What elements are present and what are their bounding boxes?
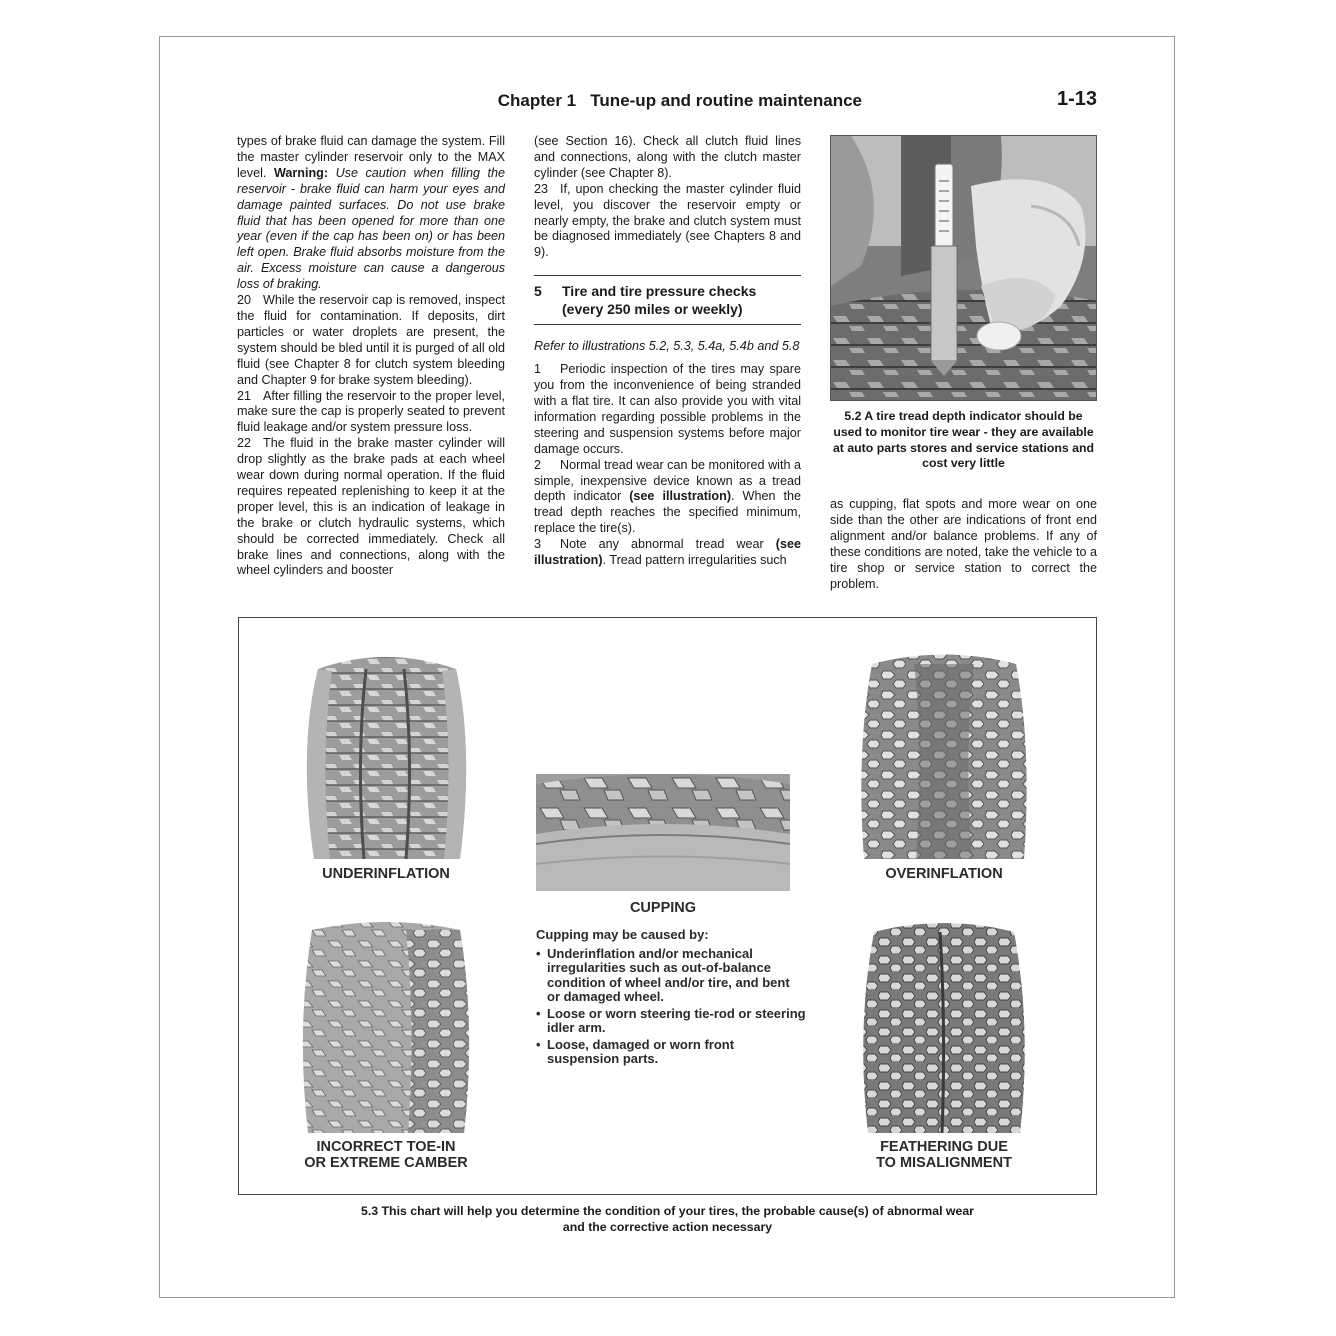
caption-line-2: and the corrective action necessary: [562, 1220, 773, 1234]
paragraph-2: [534, 458, 801, 538]
underinflation-label: UNDERINFLATION: [322, 866, 450, 882]
paragraph-23: [534, 182, 801, 262]
underinflation-tire-image: [296, 649, 476, 859]
paragraph-continued: as cupping, flat spots and more wear on one side than the other are indications of front end alignment and/or balance problems. If any of these conditions are noted, take the vehicle to a tire shop or service station to correct the problem.: [830, 497, 1097, 591]
cupping-causes: [536, 928, 806, 1069]
tread-depth-photo: [830, 135, 1097, 401]
paragraph-number: 22: [237, 436, 252, 451]
paragraph-text: After filling the reservoir to the proper level, make sure the cap is properly seated to prevent fluid leakage and/or system pressure loss.: [237, 388, 505, 435]
paragraph-20: [237, 293, 505, 388]
refer-illustrations: [534, 339, 801, 355]
paragraph-continued: (see Section 16). Check all clutch fluid lines and connections, along with the clutch master cylinder (see Chapter 8).: [534, 134, 801, 180]
paragraph-21: [237, 389, 505, 437]
overinflation-label: OVERINFLATION: [885, 866, 1003, 882]
page-number: 1-13: [1056, 88, 1097, 110]
paragraph-number: 3: [534, 537, 542, 552]
paragraph-text: . Tread pattern irregularities such: [602, 553, 787, 568]
warning-text: Use caution when filling the reservoir - brake fluid can harm your eyes and damage painted surfaces. Do not use brake fluid that has been opened for more than one year (even if the cap has been on) or has been left open. Brake fluid absorbs moisture from the air. Excess moisture can cause a dangerous loss of braking.: [237, 165, 505, 292]
illustration-ref: (see illustration): [629, 489, 732, 504]
tread-depth-gauge-image: [831, 136, 1097, 401]
paragraph-text: The fluid in the brake master cylinder will drop slightly as the brake pads at each wheel wear down during normal operation. If the fluid requires repeated replenishing to keep it at the proper level, this is an indication of leakage in the brake or clutch hydraulic systems, which should be corrected immediately. Check all brake lines and connections, along with the wheel cylinders and booster: [237, 436, 505, 578]
paragraph-number: 1: [534, 362, 542, 377]
toe-in-label: [276, 1139, 496, 1171]
illustration-ref: (see illustration): [534, 537, 801, 568]
feathering-tire-image: [854, 918, 1034, 1133]
section-number: 5: [534, 283, 542, 300]
warning-label: Warning:: [273, 165, 329, 180]
paragraph-text: While the reservoir cap is removed, inspect the fluid for contamination. If deposits, dirt particles or water droplets are present, the system should be bled until it is purged of all old fluid (see Chapter 8 for clutch system bleeding and Chapter 9 for brake system bleeding).: [237, 293, 505, 387]
paragraph-number: 23: [534, 181, 549, 196]
paragraph-1: [534, 362, 801, 457]
paragraph-number: 20: [237, 293, 252, 308]
overinflation-tire-image: [854, 649, 1034, 859]
paragraph-text: If, upon checking the master cylinder fluid level, you discover the reservoir empty or nearly empty, the brake and clutch system must be diagnosed immediately (see Chapters 8 and 9).: [534, 181, 801, 260]
paragraph-text: . When the tread depth reaches the specified minimum, replace the tire(s).: [534, 489, 801, 536]
toe-in-label-line-2: OR EXTREME CAMBER: [304, 1155, 468, 1171]
paragraph-text: Periodic inspection of the tires may spare you from the inconvenience of being stranded with a flat tire. It can also provide you with vital information regarding possible problems in the steering and suspension systems before major damage occurs.: [534, 362, 801, 456]
toe-in-label-line-1: INCORRECT TOE-IN: [316, 1139, 456, 1155]
figure-5-3-caption: [238, 1203, 1097, 1235]
list-item: • Underinflation and/or mechanical irregularities such as out-of-balance condition of wheel and/or tire, and bent or damaged wheel.: [536, 947, 806, 1005]
paragraph-text: types of brake fluid can damage the system. Fill the master cylinder reservoir only to the MAX level.: [237, 134, 505, 180]
figure-5-2-caption: 5.2 A tire tread depth indicator should be used to monitor tire wear - they are available at auto parts stores and service stations and cost very little: [832, 409, 1095, 471]
refer-text: Refer to illustrations 5.2, 5.3, 5.4a, 5.4b and 5.8: [534, 339, 800, 354]
paragraph-number: 21: [237, 388, 252, 403]
cupping-heading: Cupping may be caused by:: [536, 927, 709, 942]
column-1: [237, 134, 505, 579]
paragraph-text: Note any abnormal tread wear: [560, 537, 776, 552]
paragraph-text: Normal tread wear can be monitored with a simple, inexpensive device known as a tread depth indicator: [534, 457, 801, 504]
toe-in-tire-image: [296, 918, 476, 1133]
feathering-label: [834, 1139, 1054, 1171]
cupping-causes-list: [536, 947, 806, 1067]
section-heading: [534, 275, 801, 325]
paragraph-number: 2: [534, 457, 542, 472]
feathering-label-line-2: TO MISALIGNMENT: [876, 1155, 1012, 1171]
chapter-title: Chapter 1 Tune-up and routine maintenance: [497, 91, 862, 110]
paragraph-22: [237, 436, 505, 579]
column-3: [830, 497, 1097, 592]
column-2: [534, 134, 801, 569]
cupping-label: CUPPING: [629, 900, 697, 916]
paragraph-continued: [237, 134, 505, 293]
cupping-tire-image: [536, 774, 790, 891]
tire-wear-chart: [238, 617, 1097, 1195]
list-item: • Loose, damaged or worn front suspension parts.: [536, 1038, 806, 1067]
list-item: • Loose or worn steering tie-rod or steering idler arm.: [536, 1007, 806, 1036]
caption-line-1: 5.3 This chart will help you determine the condition of your tires, the probable cause(s) of abnormal wear: [361, 1204, 974, 1218]
section-title: Tire and tire pressure checks (every 250 miles or weekly): [562, 283, 757, 318]
feathering-label-line-1: FEATHERING DUE: [880, 1139, 1008, 1155]
page-header: [237, 88, 1097, 120]
paragraph-3: [534, 537, 801, 569]
